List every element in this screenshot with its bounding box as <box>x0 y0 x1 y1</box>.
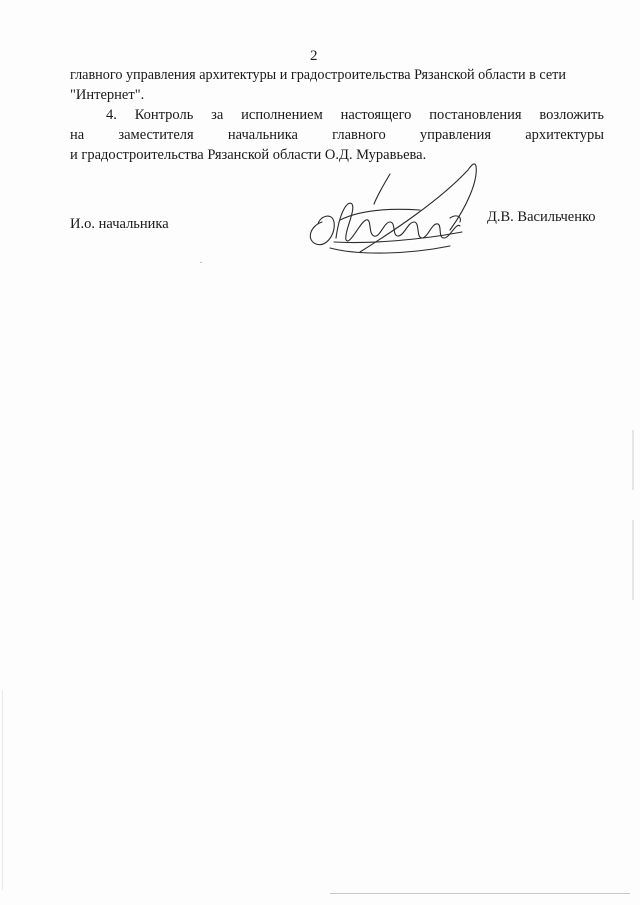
paragraph-line: и градостроительства Рязанской области О.Д. Муравьева. <box>70 147 427 163</box>
paragraph-word: Контроль <box>134 107 194 123</box>
signatory-name: Д.В. Васильченко <box>487 209 596 225</box>
paragraph-word: архитектуры <box>525 127 604 143</box>
scan-speck <box>200 262 202 263</box>
paragraph-line: "Интернет". <box>70 87 145 103</box>
scan-edge-mark <box>2 690 3 890</box>
paragraph-word: управления <box>419 127 492 143</box>
scan-edge-mark <box>632 430 634 490</box>
paragraph-word: главного <box>332 127 386 143</box>
paragraph-line-justified <box>106 106 604 125</box>
paragraph-word: на <box>70 127 85 143</box>
paragraph-word: заместителя <box>118 127 194 143</box>
paragraph-word: 4. <box>106 107 117 123</box>
paragraph-word: настоящего <box>340 107 412 123</box>
scan-edge-mark <box>632 520 634 600</box>
paragraph-word: постановления <box>429 107 522 123</box>
paragraph-line-justified <box>70 126 604 145</box>
paragraph-word: за <box>211 107 224 123</box>
paragraph-word: исполнением <box>241 107 323 123</box>
paragraph-word: возложить <box>539 107 604 123</box>
paragraph-line: главного управления архитектуры и градостроительства Рязанской области в сети <box>70 67 566 83</box>
signatory-position: И.о. начальника <box>70 216 169 232</box>
page-number: 2 <box>310 48 318 64</box>
scan-bottom-edge <box>330 893 630 894</box>
paragraph-word: начальника <box>227 127 298 143</box>
handwritten-signature <box>300 160 490 270</box>
